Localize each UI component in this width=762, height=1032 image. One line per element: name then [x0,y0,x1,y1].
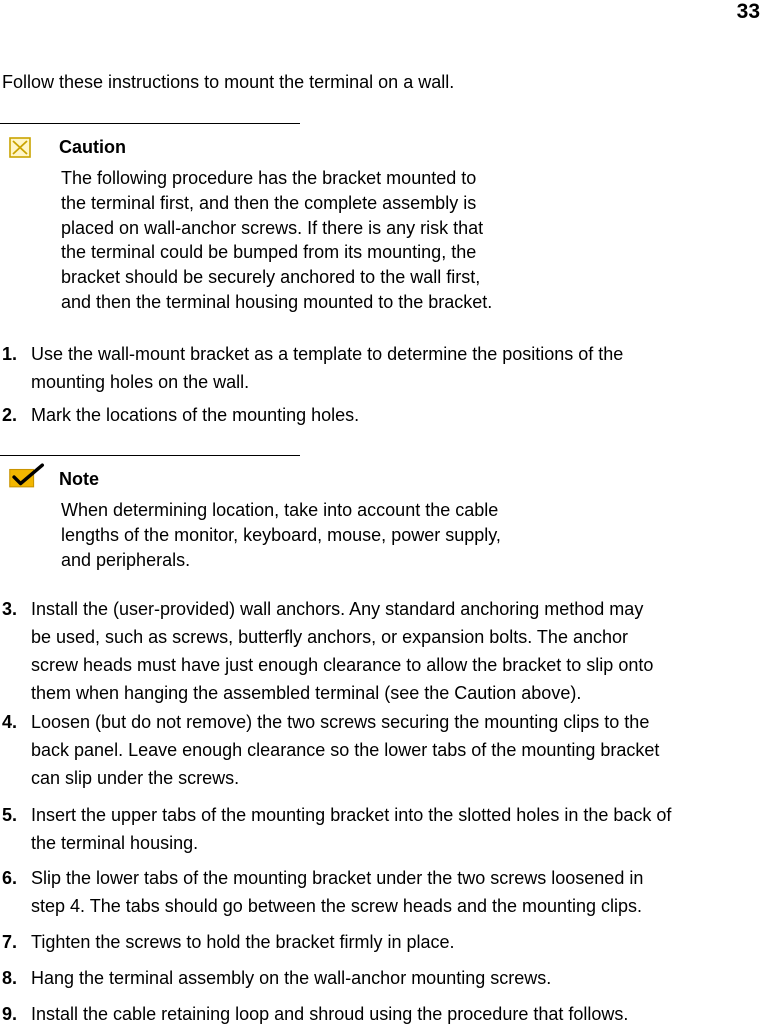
step-line: the terminal housing. [31,833,199,853]
step-line: be used, such as screws, butterfly anchors, or expansion bolts. The anchor [31,627,628,647]
note-line: When determining location, take into account the cable [61,500,499,520]
step-line: Install the cable retaining loop and shroud using the procedure that follows. [31,1004,629,1024]
caution-line: the terminal could be bumped from its mounting, the [61,242,477,263]
page-number: 33 [736,0,760,23]
step-number: 7. [2,932,18,952]
step-text [31,864,643,920]
step-text [31,401,359,429]
caution-notice [0,135,620,315]
caution-heading: Caution [59,137,126,157]
step-line: mounting holes on the wall. [31,372,250,392]
step-number: 9. [2,1004,18,1024]
step-number: 8. [2,968,18,988]
caution-line: and then the terminal housing mounted to the bracket. [61,291,493,312]
step-line: Hang the terminal assembly on the wall-anchor mounting screws. [31,968,552,988]
note-heading: Note [59,469,99,489]
caution-body [61,166,571,315]
step-line: Slip the lower tabs of the mounting bracket under the two screws loosened in [31,868,644,888]
step-number: 6. [2,868,18,888]
step-line: back panel. Leave enough clearance so the lower tabs of the mounting bracket [31,740,660,760]
step-text [31,595,653,707]
step-line: step 4. The tabs should go between the screw heads and the mounting clips. [31,896,643,916]
caution-line: placed on wall-anchor screws. If there is any risk that [61,217,484,238]
note-body [61,498,571,572]
step-text [31,964,551,992]
step-number: 3. [2,599,18,619]
step-line: can slip under the screws. [31,768,240,788]
step-line: Install the (user-provided) wall anchors. Any standard anchoring method may [31,599,644,619]
step-number: 2. [2,405,18,425]
step-line: Mark the locations of the mounting holes. [31,405,360,425]
caution-line: The following procedure has the bracket mounted to [61,168,477,188]
caution-icon [9,137,33,159]
step-line: Tighten the screws to hold the bracket firmly in place. [31,932,455,952]
step-text [31,708,659,792]
intro-paragraph: Follow these instructions to mount the terminal on a wall. [2,72,455,92]
step-number: 5. [2,805,18,825]
note-rule [0,455,300,456]
step-number: 4. [2,712,18,732]
step-line: them when hanging the assembled terminal (see the Caution above). [31,683,582,703]
step-text [31,340,623,396]
note-line: and peripherals. [61,549,191,570]
note-line: lengths of the monitor, keyboard, mouse, power supply, [61,524,501,545]
caution-line: bracket should be securely anchored to the wall first, [61,267,481,288]
step-line: Insert the upper tabs of the mounting bracket into the slotted holes in the back of [31,805,672,825]
caution-line: the terminal first, and then the complete assembly is [61,192,477,213]
caution-rule [0,123,300,124]
step-text [31,1000,628,1028]
step-line: Loosen (but do not remove) the two screws securing the mounting clips to the [31,712,650,732]
step-text [31,801,671,857]
note-notice [0,467,620,577]
step-line: screw heads must have just enough clearance to allow the bracket to slip onto [31,655,654,675]
checkmark-icon [6,463,46,489]
step-line: Use the wall-mount bracket as a template to determine the positions of the [31,344,624,364]
step-text [31,928,455,956]
step-number: 1. [2,344,18,364]
